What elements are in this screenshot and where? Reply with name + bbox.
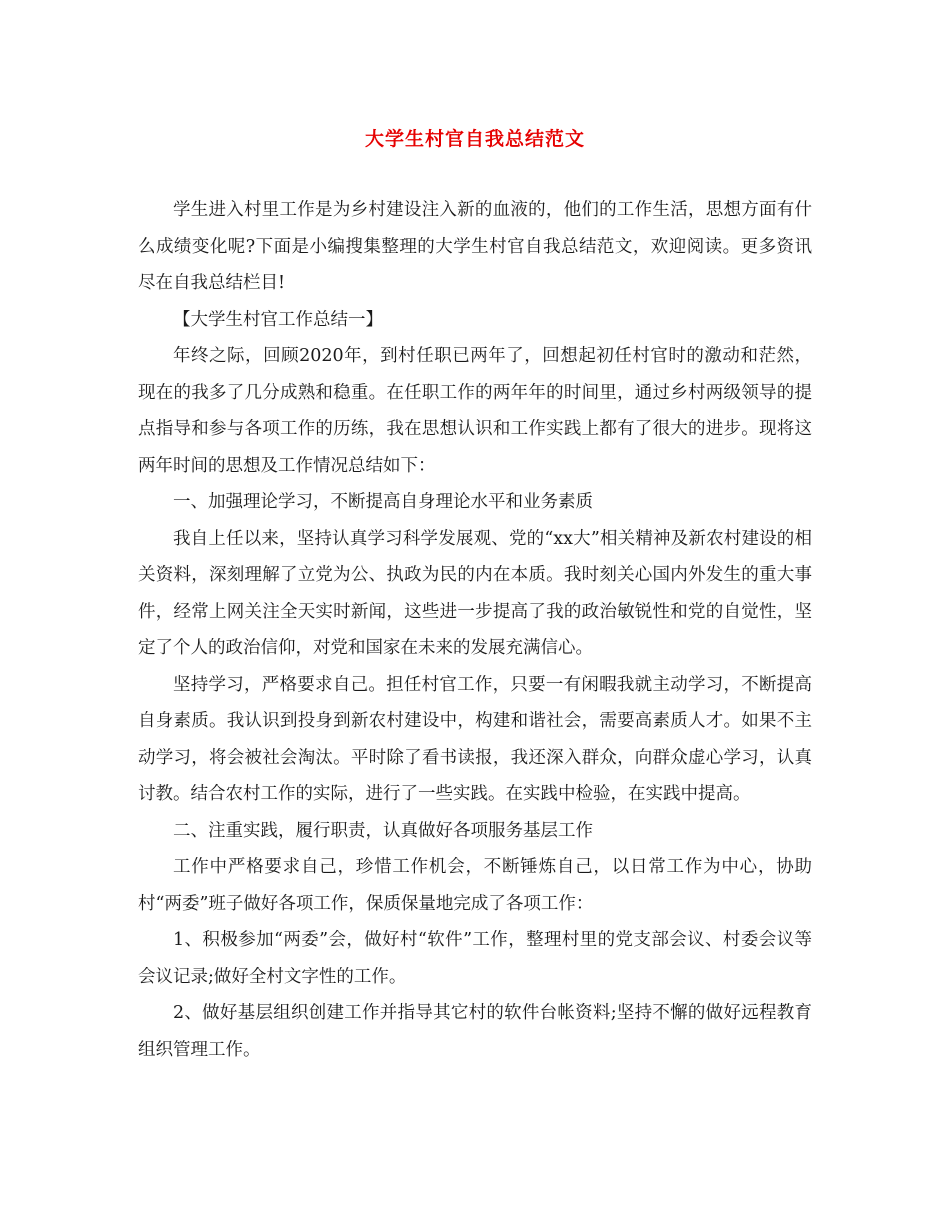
section-heading-theory-study: 一、加强理论学习，不断提高自身理论水平和业务素质 <box>173 492 593 512</box>
paragraph-continuous-learning: 坚持学习，严格要求自己。担任村官工作，只要一有闲暇我就主动学习，不断提高自身素质。我认识到投身到新农村建设中，构建和谐社会，需要高素质人才。如果不主动学习，将会被社会淘汰。平时除了看书读报，我还深入群众，向群众虚心学习，认真讨教。结合农村工作的实际，进行了一些实践。在实践中检验，在实践中提高。 <box>138 674 812 804</box>
paragraph-study-theory: 我自上任以来，坚持认真学习科学发展观、党的“xx大”相关精神及新农村建设的相关资料，深刻理解了立党为公、执政为民的内在本质。我时刻关心国内外发生的重大事件，经常上网关注全天实时新闻，这些进一步提高了我的政治敏锐性和党的自觉性，坚定了个人的政治信仰，对党和国家在未来的发展充满信心。 <box>138 528 812 658</box>
intro-paragraph: 学生进入村里工作是为乡村建设注入新的血液的，他们的工作生活，思想方面有什么成绩变化呢?下面是小编搜集整理的大学生村官自我总结范文，欢迎阅读。更多资讯尽在自我总结栏目! <box>138 200 812 293</box>
page-title: 大学生村官自我总结范文 <box>364 128 585 150</box>
list-item-meetings: 1、积极参加“两委”会，做好村“软件”工作，整理村里的党支部会议、村委会议等会议记录;做好全村文字性的工作。 <box>138 930 812 987</box>
paragraph-work-requirements: 工作中严格要求自己，珍惜工作机会，不断锤炼自己，以日常工作为中心，协助村“两委”班子做好各项工作，保质保量地完成了各项工作： <box>138 857 812 914</box>
section-heading-summary-one: 【大学生村官工作总结一】 <box>173 309 383 330</box>
section-heading-practice: 二、注重实践，履行职责，认真做好各项服务基层工作 <box>173 820 593 841</box>
list-item-organization: 2、做好基层组织创建工作并指导其它村的软件台帐资料;坚持不懈的做好远程教育组织管理工作。 <box>138 1003 812 1060</box>
document-body <box>138 192 812 1068</box>
paragraph-review: 年终之际，回顾2020年，到村任职已两年了，回想起初任村官时的激动和茫然，现在的我多了几分成熟和稳重。在任职工作的两年年的时间里，通过乡村两级领导的提点指导和参与各项工作的历练，我在思想认识和工作实践上都有了很大的进步。现将这两年时间的思想及工作情况总结如下： <box>138 346 812 476</box>
